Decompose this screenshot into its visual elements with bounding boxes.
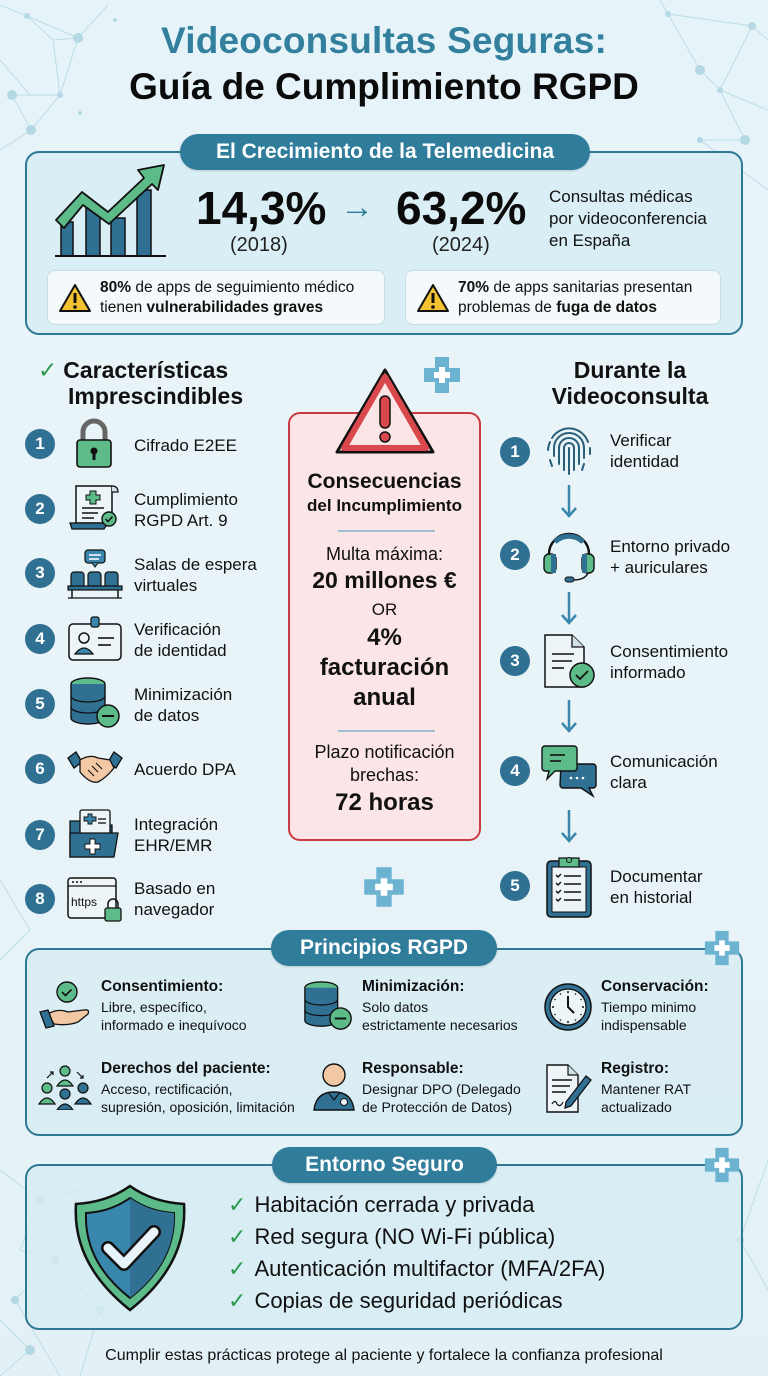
headset-icon xyxy=(541,528,597,584)
id-card-icon xyxy=(66,614,124,664)
principle-text-minimization: Solo datos estrictamente necesarios xyxy=(362,999,518,1033)
check-icon: ✓ xyxy=(228,1288,247,1313)
check-icon: ✓ xyxy=(228,1224,247,1249)
turnover-percent: 4% xyxy=(367,624,402,651)
document-check-icon xyxy=(542,632,598,690)
principle-title-consent: Consentimiento: xyxy=(101,978,224,995)
check-icon: ✓ xyxy=(228,1192,247,1217)
feature-label-6: Acuerdo DPA xyxy=(134,760,236,779)
feature-number-2: 2 xyxy=(25,494,55,524)
document-pen-icon xyxy=(544,1062,594,1116)
title-line-2: Guía de Cumplimiento RGPD xyxy=(129,66,639,107)
notice-value: 72 horas xyxy=(335,789,434,816)
step-number-4: 4 xyxy=(500,756,530,786)
shield-check-icon xyxy=(72,1184,188,1312)
stat-2018-year: (2018) xyxy=(230,234,288,256)
growth-chart-icon xyxy=(52,160,170,260)
warning-card-data-leaks: 70% de apps sanitarias presentan problemas de fuga de datos xyxy=(405,270,721,325)
people-icon xyxy=(38,1064,92,1110)
environment-item: ✓ Copias de seguridad periódicas xyxy=(228,1288,563,1313)
step-label-2: Entorno privado + auriculares xyxy=(610,537,731,577)
principle-title-responsible: Responsable: xyxy=(362,1060,464,1077)
feature-number-6: 6 xyxy=(25,754,55,784)
step-label-4: Comunicación clara xyxy=(610,752,718,792)
medical-cross-decoration xyxy=(362,865,406,909)
principle-text-conservation: Tiempo minimo indispensable xyxy=(601,999,697,1033)
stat-2024-year: (2024) xyxy=(432,234,490,256)
environment-heading: Entorno Seguro xyxy=(272,1147,497,1183)
growth-description: Consultas médicas por videoconferencia en España xyxy=(549,187,707,250)
page-title xyxy=(0,18,768,110)
step-label-5: Documentar en historial xyxy=(610,867,703,907)
footer-note: Cumplir estas prácticas protege al paciente y fortalece la confianza profesional xyxy=(105,1347,663,1364)
clipboard-checklist-icon xyxy=(545,855,593,919)
chat-bubbles-icon xyxy=(541,744,597,800)
step-number-1: 1 xyxy=(500,437,530,467)
padlock-icon xyxy=(74,418,114,470)
feature-label-1: Cifrado E2EE xyxy=(134,436,237,455)
check-icon: ✓ xyxy=(38,357,58,383)
database-minus-icon xyxy=(302,978,354,1034)
feature-label-5: Minimización de datos xyxy=(134,685,233,725)
arrow-down-icon xyxy=(561,484,577,518)
feature-number-4: 4 xyxy=(25,624,55,654)
certificate-icon xyxy=(68,483,122,533)
principle-text-consent: Libre, específico, informado e inequívoco xyxy=(101,999,247,1033)
warning-icon xyxy=(416,283,450,313)
warning-icon xyxy=(58,283,92,313)
features-heading: ✓ Características Imprescindibles xyxy=(38,357,244,409)
feature-number-3: 3 xyxy=(25,558,55,588)
title-line-1: Videoconsultas Seguras: xyxy=(161,20,607,61)
arrow-down-icon xyxy=(561,591,577,625)
database-minus-icon xyxy=(68,676,122,730)
principle-title-rights: Derechos del paciente: xyxy=(101,1060,271,1077)
warning-card-vulnerabilities: 80% de apps de seguimiento médico tienen vulnerabilidades graves xyxy=(47,270,385,325)
feature-number-7: 7 xyxy=(25,820,55,850)
notice-label-2: brechas: xyxy=(349,765,420,785)
divider xyxy=(338,530,435,532)
environment-item: ✓ Habitación cerrada y privada xyxy=(228,1192,535,1217)
feature-number-5: 5 xyxy=(25,689,55,719)
stat-2024-value: 63,2% xyxy=(396,182,527,234)
officer-icon xyxy=(312,1062,356,1114)
check-icon: ✓ xyxy=(228,1256,247,1281)
medical-cross-decoration xyxy=(703,929,741,967)
step-number-3: 3 xyxy=(500,646,530,676)
turnover-label-2: anual xyxy=(353,684,416,711)
medical-folder-icon xyxy=(68,807,122,861)
principle-title-conservation: Conservación: xyxy=(601,978,709,995)
step-label-3: Consentimiento informado xyxy=(610,642,729,682)
feature-label-3: Salas de espera virtuales xyxy=(134,555,257,595)
notice-label-1: Plazo notificación xyxy=(314,742,455,762)
principle-title-minimization: Minimización: xyxy=(362,978,465,995)
medical-cross-decoration xyxy=(703,1146,741,1184)
svg-text:https: https xyxy=(71,895,98,909)
feature-label-8: Basado en navegador xyxy=(134,879,216,919)
growth-heading: El Crecimiento de la Telemedicina xyxy=(180,134,590,170)
feature-number-1: 1 xyxy=(25,429,55,459)
stat-2018-value: 14,3% xyxy=(196,182,327,234)
turnover-label-1: facturación xyxy=(319,654,450,681)
consequences-title-1: Consecuencias xyxy=(307,470,462,493)
or-separator: OR xyxy=(371,600,398,619)
feature-label-7: Integración EHR/EMR xyxy=(134,815,219,855)
fine-label: Multa máxima: xyxy=(325,544,444,564)
fine-value: 20 millones € xyxy=(312,567,457,593)
environment-item: ✓ Autenticación multifactor (MFA/2FA) xyxy=(228,1256,606,1281)
consequences-title-2: del Incumplimiento xyxy=(307,496,462,515)
danger-warning-icon xyxy=(333,366,437,458)
feature-label-4: Verificación de identidad xyxy=(134,620,227,660)
growth-arrow-icon: → xyxy=(340,188,374,226)
hand-check-icon xyxy=(38,980,94,1032)
https-browser-icon xyxy=(66,876,124,924)
fingerprint-icon xyxy=(544,424,594,476)
step-number-5: 5 xyxy=(500,871,530,901)
step-label-1: Verificar identidad xyxy=(610,431,680,471)
environment-item: ✓ Red segura (NO Wi-Fi pública) xyxy=(228,1224,556,1249)
during-heading: Durante la Videoconsulta xyxy=(551,357,709,409)
waiting-room-icon xyxy=(66,548,124,600)
principle-text-responsible: Designar DPO (Delegado de Protección de Datos) xyxy=(362,1081,521,1115)
principle-text-registry: Mantener RAT actualizado xyxy=(601,1081,691,1115)
step-number-2: 2 xyxy=(500,540,530,570)
principle-title-registry: Registro: xyxy=(601,1060,670,1077)
arrow-down-icon xyxy=(561,809,577,843)
consequences-card xyxy=(288,412,481,841)
arrow-down-icon xyxy=(561,699,577,733)
divider xyxy=(338,730,435,732)
clock-icon xyxy=(543,982,593,1032)
principle-text-rights: Acceso, rectificación, supresión, oposición, limitación xyxy=(101,1081,295,1115)
handshake-icon xyxy=(66,748,124,788)
feature-number-8: 8 xyxy=(25,884,55,914)
principles-heading: Principios RGPD xyxy=(271,930,497,966)
feature-label-2: Cumplimiento RGPD Art. 9 xyxy=(134,490,238,530)
